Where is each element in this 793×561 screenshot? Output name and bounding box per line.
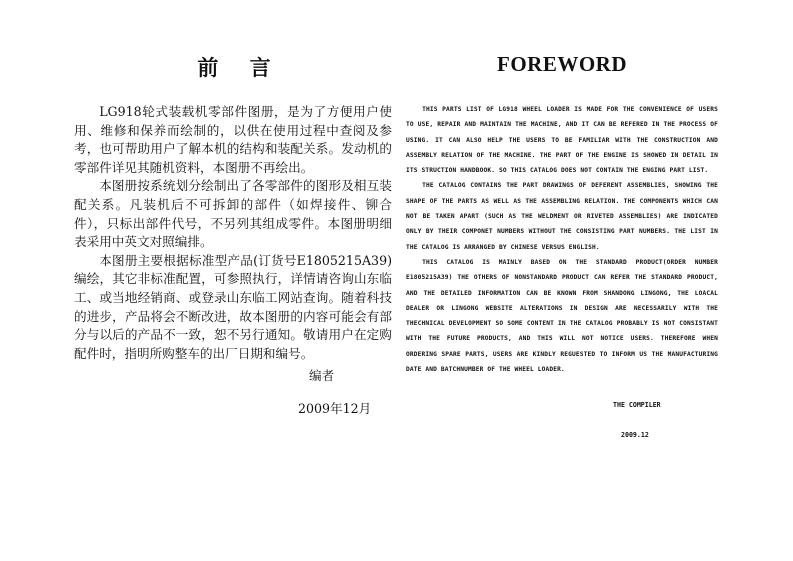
english-title: FOREWORD <box>497 52 627 76</box>
english-paragraph-3: THIS CATALOG IS MAINLY BASED ON THE STANDARD PRODUCT(ORDER NUMBER E1805215A39) THE OTHERS OF NONSTANDARD PRODUCT CAN REFER THE STANDARD PRODUCT, AND THE DETAILED INFORMATION CAN BE KNOWN FROM SHANDONG LINGONG, THE LOACAL DEALER OR LINGONG WEBSITE ALTERATIONS IN DESIGN ARE NECESSARILY WITH THE THECHNICAL DEVELOPMENT SO SOME CONTENT IN THE CATALOG PROBABLY IS NOT CONSISTANT WITH THE FUTURE PRODUCTS, AND THIS WILL NOT NOTICE USERS. THEREFORE WHEN ORDERING SPARE PARTS, USERS ARE KINDLY REGUESTED TO INFORM US THE MANUFACTURING DATE AND BATCHNUMBER OF THE WHEEL LOADER. <box>406 258 718 374</box>
chinese-date: 2009年12月 <box>298 401 372 416</box>
english-paragraph-2: THE CATALOG CONTAINS THE PART DRAWINGS OF DEFERENT ASSEMBLIES, SHOWING THE SHAPE OF THE PARTS AS WELL AS THE ASSEMBLING RELATION. THE COMPONENTS WHICH CAN NOT BE TAKEN APART (SUCH AS THE WELDMENT OR RIVETED ASSEMBLIES) ARE INDICATED ONLY BY THEIR COMPONET NUMBERS WITHOUT THE CONSISTING PART NUMBERS. THE LIST IN THE CATALOG IS ARRANGED BY CHINESE VERSUS ENGLISH. <box>406 182 718 251</box>
english-paragraph-1: THIS PARTS LIST OF LG918 WHEEL LOADER IS MADE FOR THE CONVENIENCE OF USERS TO USE, REPAIR AND MAINTAIN THE MACHINE, AND IT CAN BE REFERED IN THE PROCESS OF USING. IT CAN ALSO HELP THE USERS TO BE FAMILIAR WITH THE CONSTRUCTION AND ASSEMBLY RELATION OF THE MACHINE. THE PART OF THE ENGINE IS SHOWED IN DETAIL IN ITS STRUCTION HANDBOOK. SO THIS CATALOG DOES NOT CONTAIN THE ENGING PART LIST. <box>406 106 718 175</box>
chinese-foreword-column <box>74 52 392 363</box>
chinese-paragraph-3: 本图册主要根据标准型产品(订货号E1805215A39)编绘，其它非标准配置，可参照执行，详情请咨询山东临工、或当地经销商、或登录山东临工网站查询。随着科技的进步，产品将会不断改进，故本图册的内容可能会有部分与以后的产品不一致，恕不另行通知。敬请用户在定购配件时，指明所购整车的出厂日期和编号。 <box>74 252 392 361</box>
english-date: 2009.12 <box>621 431 649 439</box>
chinese-signature: 编者 <box>309 368 335 383</box>
english-foreword-column <box>406 52 718 377</box>
english-signature: THE COMPILER <box>613 401 661 409</box>
chinese-paragraph-2: 本图册按系统划分绘制出了各零部件的图形及相互装配关系。凡装机后不可拆卸的部件（如焊接件、铆合件），只标出部件代号，不另列其组成零件。本图册明细表采用中英文对照编排。 <box>74 178 392 250</box>
chinese-title: 前 言 <box>197 55 283 80</box>
chinese-paragraph-1: LG918轮式装载机零部件图册，是为了方便用户使用、维修和保养而绘制的，以供在使用过程中查阅及参考，也可帮助用户了解本机的结构和装配关系。发动机的零部件详见其随机资料，本图册不再绘出。 <box>74 104 392 175</box>
